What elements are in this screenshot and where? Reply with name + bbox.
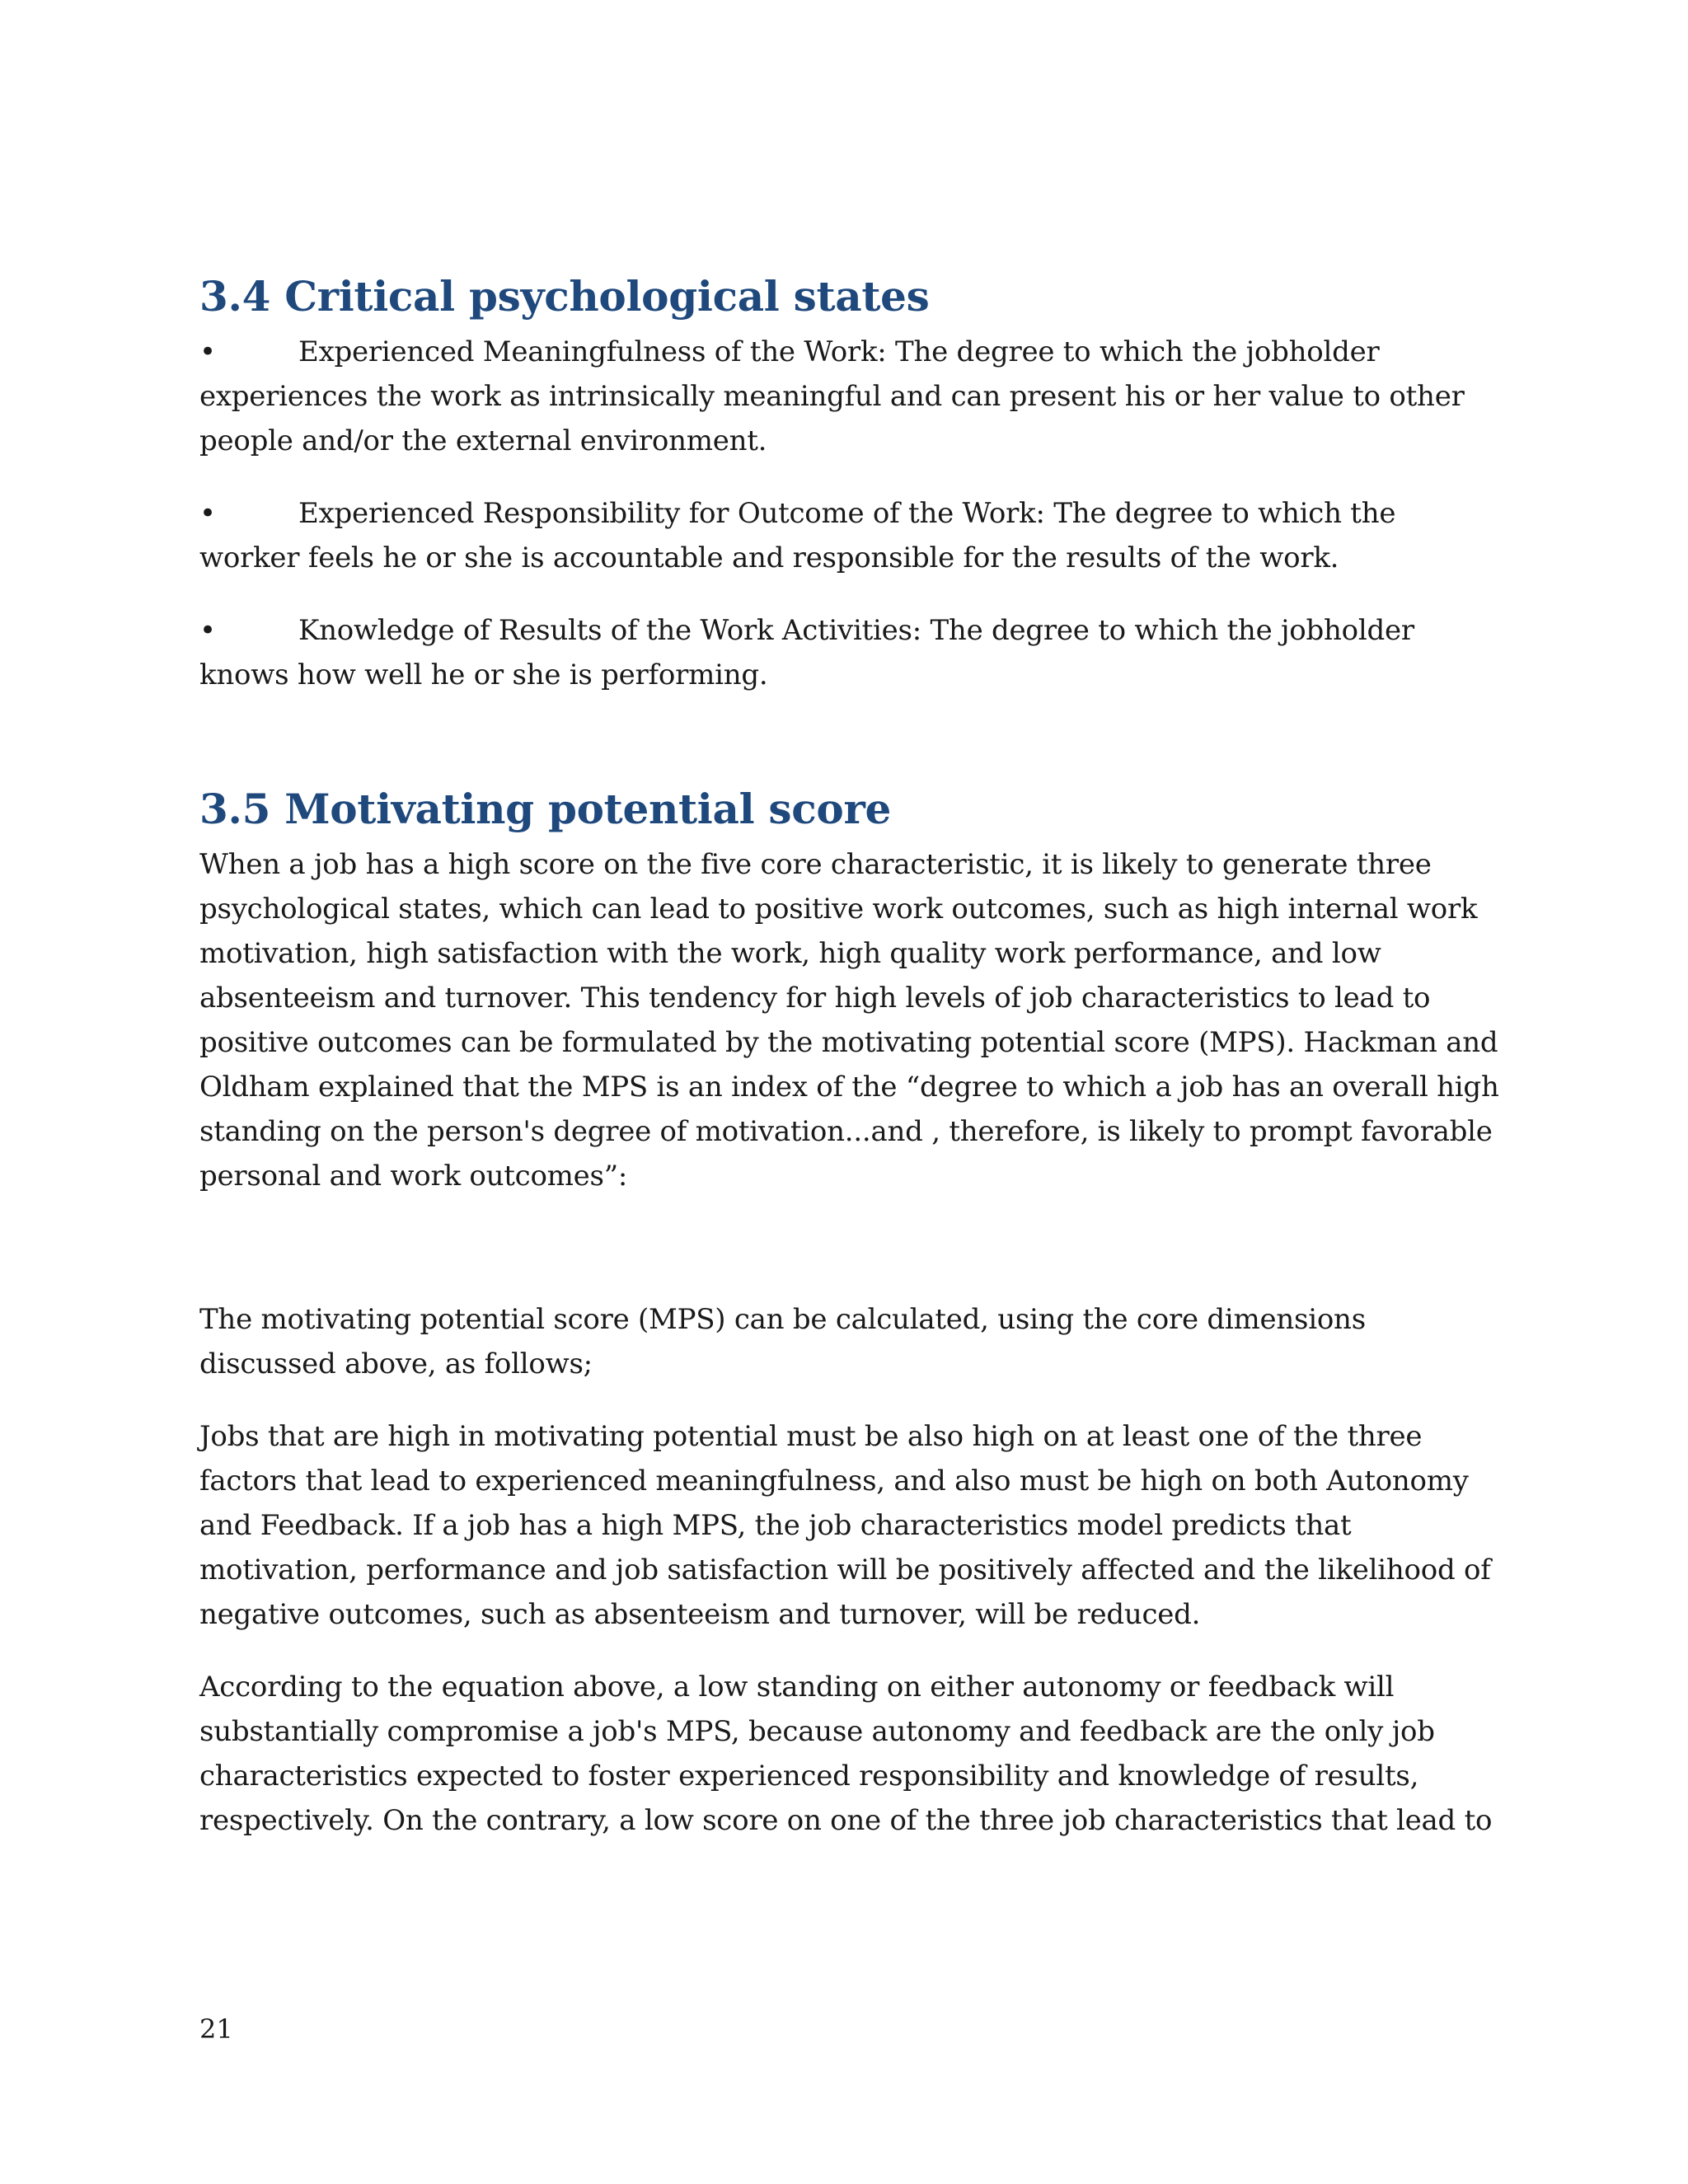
section-heading-motivating-score: 3.5 Motivating potential score (199, 785, 891, 833)
bullet-text: Experienced Meaningfulness of the Work: The degree to which the jobholder experiences the work as intrinsically meaningful and can present his or her value to other people and/or the external environment. (199, 335, 1465, 457)
bullet-icon: • (199, 614, 216, 647)
body-paragraph: The motivating potential score (MPS) can be calculated, using the core dimensions discussed above, as follows; (199, 1303, 1366, 1380)
body-paragraph: When a job has a high score on the five core characteristic, it is likely to generate three psychological states, which can lead to positive work outcomes, such as high internal work motivation, high satisfaction with the work, high quality work performance, and low absenteeism and turnover. This tendency for high levels of job characteristics to lead to positive outcomes can be formulated by the motivating potential score (MPS). Hackman and Oldham explained that the MPS is an index of the “degree to which a job has an overall high standing on the person's degree of motivation...and , therefore, is likely to prompt favorable personal and work outcomes”: (199, 848, 1499, 1193)
bullet-item (199, 491, 1502, 580)
bullet-icon: • (199, 335, 216, 368)
bullet-icon: • (199, 497, 216, 530)
bullet-item (199, 330, 1502, 463)
section-spacer (199, 725, 1502, 776)
equation-gap (199, 1226, 1502, 1297)
body-paragraph: Jobs that are high in motivating potential must be also high on at least one of the three factors that lead to experienced meaningfulness, and also must be high on both Autonomy and Feedback. If a job has a high MPS, the job characteristics model predicts that motivation, performance and job satisfaction will be positively affected and the likelihood of negative outcomes, such as absenteeism and turnover, will be reduced. (199, 1420, 1491, 1631)
page-content (199, 264, 1502, 1871)
section-heading-critical-states: 3.4 Critical psychological states (199, 272, 930, 321)
bullet-item (199, 608, 1502, 697)
body-paragraph: According to the equation above, a low standing on either autonomy or feedback will substantially compromise a job's MPS, because autonomy and feedback are the only job characteristics expected to foster experienced responsibility and knowledge of results, respectively. On the contrary, a low score on one of the three job characteristics that lead to (199, 1671, 1493, 1837)
page-number: 21 (199, 2013, 233, 2045)
bullet-text: Experienced Responsibility for Outcome of the Work: The degree to which the worker feels he or she is accountable and responsible for the results of the work. (199, 497, 1396, 574)
bullet-text: Knowledge of Results of the Work Activities: The degree to which the jobholder knows how well he or she is performing. (199, 614, 1414, 691)
